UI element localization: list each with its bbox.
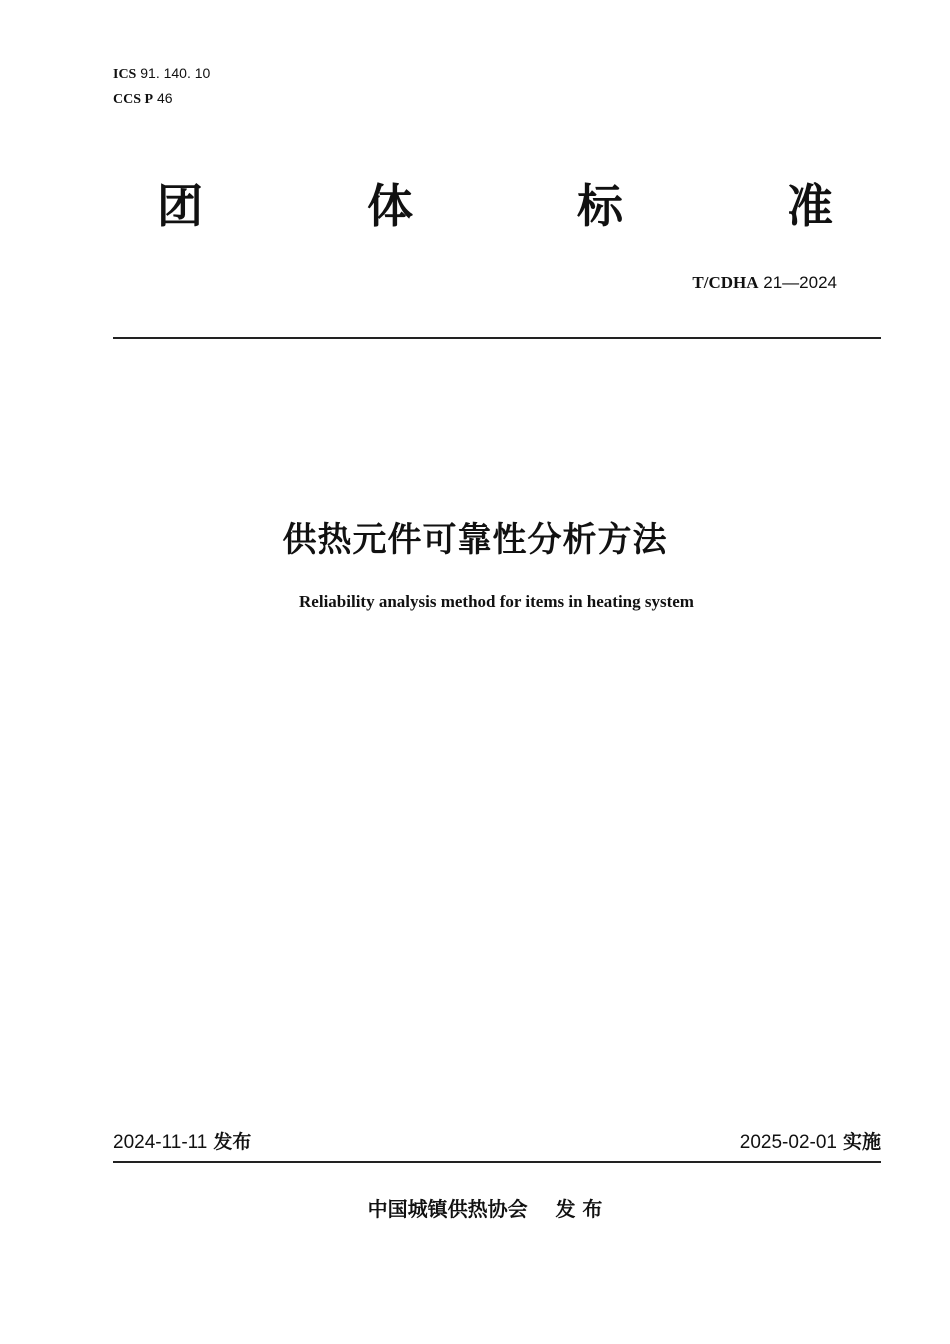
issue-date-label: 发布 [213,1131,252,1153]
standard-number [692,272,837,294]
category-title-char: 准 [787,179,833,233]
implementation-date-value: 2025-02-01 [739,1132,837,1153]
implementation-date [740,1129,881,1156]
ics-code-line [113,64,210,84]
issue-date [113,1129,251,1156]
category-title-char: 体 [367,179,413,233]
bottom-divider [113,1161,881,1163]
publisher-name: 中国城镇供热协会 [367,1197,528,1221]
publisher-line [0,1195,950,1223]
issue-date-value: 2024-11-11 [113,1132,208,1153]
publisher-action: 发 布 [555,1197,603,1221]
ccs-label: CCS P [113,92,154,107]
category-title [150,178,840,234]
ics-label: ICS [113,67,137,82]
document-title-en: Reliability analysis method for items in heating system [299,592,694,611]
document-title-cn: 供热元件可靠性分析方法 [282,520,668,560]
ccs-code-line [113,89,173,109]
ccs-code: 46 [153,90,173,106]
ics-code: 91. 140. 10 [136,65,211,81]
top-divider [113,337,881,339]
category-title-char: 标 [577,179,623,233]
category-title-char: 团 [157,179,203,233]
implementation-date-label: 实施 [842,1131,881,1153]
standard-serial: 21—2024 [758,273,837,292]
standard-prefix: T/CDHA [692,273,759,292]
